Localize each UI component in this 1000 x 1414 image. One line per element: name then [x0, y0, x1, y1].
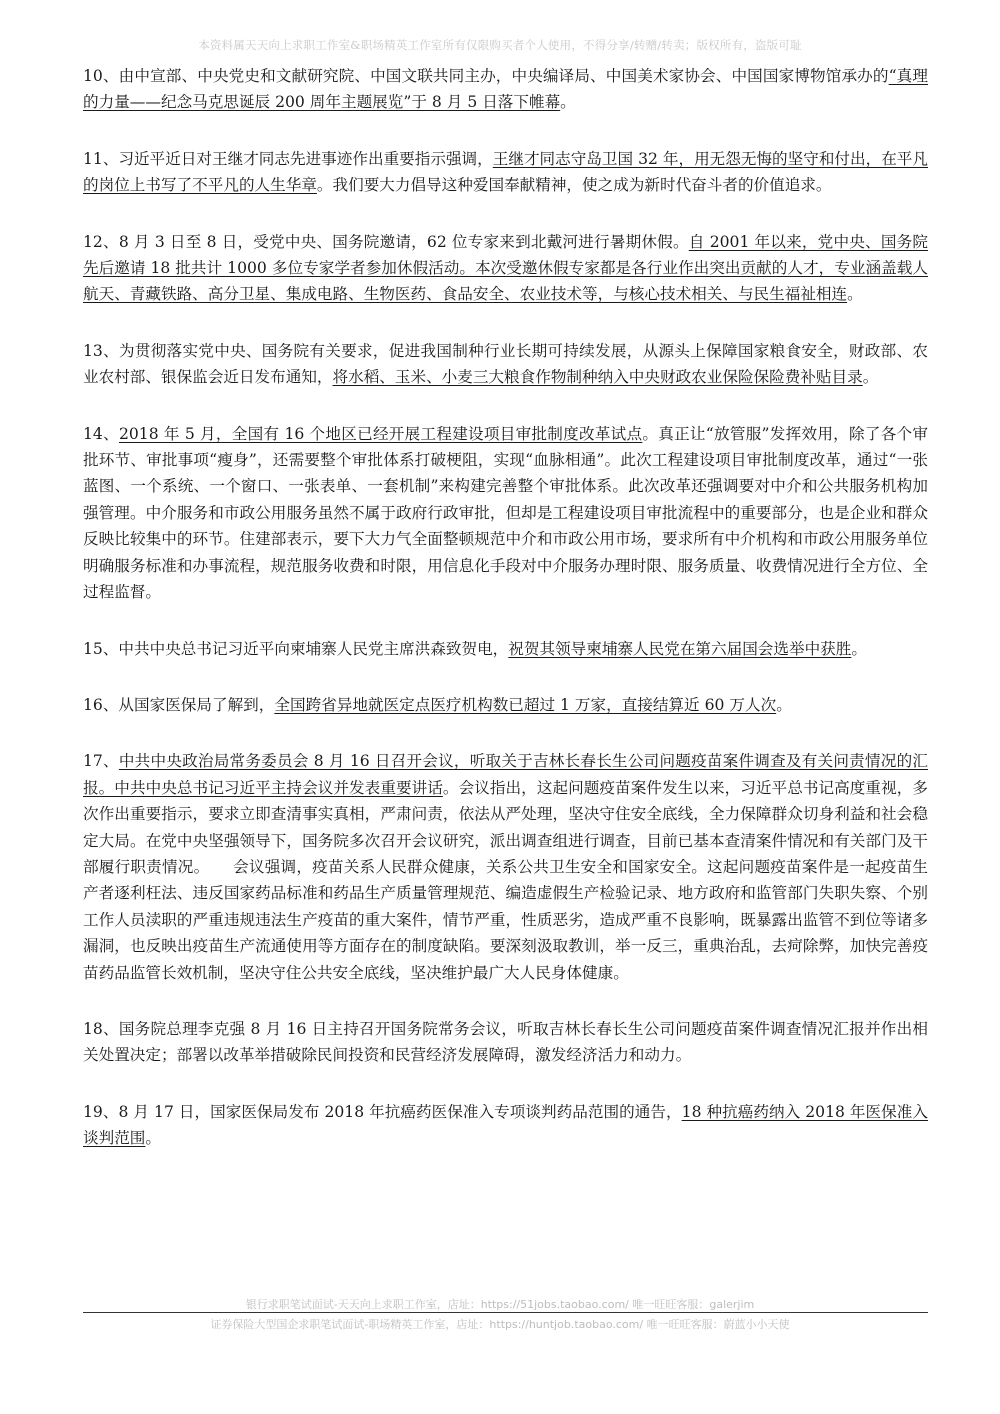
item-text-end: 。我们要大力倡导这种爱国奉献精神，使之成为新时代奋斗者的价值追求。: [316, 176, 832, 195]
item-key-point: 2018 年 5 月，全国有 16 个地区已经开展工程建设项目审批制度改革试点: [118, 424, 643, 443]
item-key-point: 18 种抗癌药纳入 2018 年医保准入谈判范围: [83, 1102, 928, 1148]
item-text-end: 。: [847, 285, 863, 304]
news-item-16: [83, 692, 928, 718]
item-key-point: 全国跨省异地就医定点医疗机构数已超过 1 万家，直接结算近 60 万人次: [274, 695, 777, 714]
news-item-15: [83, 636, 928, 662]
item-text-end: 。: [862, 368, 879, 387]
news-item-14: [83, 421, 928, 606]
item-text-end: 。: [851, 639, 867, 658]
header-watermark: 本资料属天天向上求职工作室&职场精英工作室所有仅限购买者个人使用，不得分享/转赠/转卖；版权所有，盗版可耻: [198, 38, 802, 52]
footer-shop-info-1: 银行求职笔试面试-天天向上求职工作室，店址：https://51jobs.taobao.com/ 唯一旺旺客服：galerjim: [245, 1298, 755, 1311]
item-text: 11、习近平近日对王继才同志先进事迹作出重要指示强调，: [83, 149, 493, 168]
item-text: 13、为贯彻落实党中央、国务院有关要求，促进我国制种行业长期可持续发展，从源头上保障国家粮食安全，财政部、农业农村部、银保监会近日发布通知，: [83, 341, 928, 387]
item-text: 15、中共中央总书记习近平向柬埔寨人民党主席洪森致贺电，: [83, 639, 509, 658]
item-text: 10、由中宣部、中央党史和文献研究院、中国文联共同主办，中央编译局、中国美术家协会、中国国家博物馆承办的: [83, 67, 889, 85]
item-text-end: 。: [776, 695, 792, 714]
footer-divider: [83, 1312, 928, 1313]
item-key-point: 王继才同志守岛卫国 32 年，用无怨无悔的坚守和付出，在平凡的岗位上书写了不平凡的人生华章: [83, 149, 928, 195]
item-key-point: 中共中央政治局常务委员会 8 月 16 日召开会议，听取关于吉林长春长生公司问题疫苗案件调查及有关问责情况的汇报。中共中央总书记习近平主持会议并发表重要讲话: [83, 752, 929, 797]
news-item-11: [83, 146, 928, 199]
item-key-point: 将水稻、玉米、小麦三大粮食作物制种纳入中央财政农业保险保险费补贴目录: [332, 368, 863, 387]
news-item-12: [83, 229, 928, 308]
footer-shop-info-2: 证券保险大型国企求职笔试面试-职场精英工作室，店址：https://huntjob.taobao.com/ 唯一旺旺客服：蔚蓝小小天使: [210, 1318, 790, 1331]
item-text: 18、国务院总理李克强 8 月 16 日主持召开国务院常务会议，听取吉林长春长生公司问题疫苗案件调查情况汇报并作出相关处置决定；部署以改革举措破除民间投资和民营经济发展障碍，激发经济活力和动力。: [83, 1019, 928, 1065]
document-body: [83, 63, 928, 1182]
item-text-end: 。: [560, 93, 576, 112]
item-key-point: 自 2001 年以来，党中央、国务院先后邀请 18 批共计 1000 多位专家学者参加休假活动。本次受邀休假专家都是各行业作出突出贡献的人才，专业涵盖载人航天、青藏铁路、高分卫星、集成电路、生物医药、食品安全、农业技术等，与核心技术相关、与民生福祉相连: [83, 232, 928, 304]
news-item-18: [83, 1016, 928, 1069]
item-key-point: 祝贺其领导柬埔寨人民党在第六届国会选举中获胜: [508, 639, 852, 658]
news-item-13: [83, 338, 928, 391]
news-item-17: [83, 748, 928, 986]
item-text: 12、8 月 3 日至 8 日，受党中央、国务院邀请，62 位专家来到北戴河进行暑期休假。: [83, 232, 689, 251]
news-item-10: [83, 63, 928, 116]
news-item-19: [83, 1099, 928, 1152]
item-text: 16、从国家医保局了解到，: [83, 695, 275, 714]
item-text: 19、8 月 17 日，国家医保局发布 2018 年抗癌药医保准入专项谈判药品范围的通告，: [83, 1102, 682, 1121]
item-key-point: “真理的力量——纪念马克思诞辰 200 周年主题展览”于 8 月 5 日落下帷幕: [83, 67, 928, 112]
item-text-end: 。会议指出，这起问题疫苗案件发生以来，习近平总书记高度重视，多次作出重要指示，要求立即查清事实真相，严肃问责，依法从严处理，坚决守住安全底线，全力保障群众切身利益和社会稳定大局。在党中央坚强领导下，国务院多次召开会议研究，派出调查组进行调查，目前已基本查清案件情况和有关部门及干部履行职责情况。 会议强调，疫苗关系人民群众健康，关系公共卫生安全和国家安全。这起问题疫苗案件是一起疫苗生产者逐利枉法、违反国家药品标准和药品生产质量管理规范、编造虚假生产检验记录、地方政府和监管部门失职失察、个别工作人员渎职的严重违规违法生产疫苗的重大案件，情节严重，性质恶劣，造成严重不良影响，既暴露出监管不到位等诸多漏洞，也反映出疫苗生产流通使用等方面存在的制度缺陷。要深刻汲取教训，举一反三，重典治乱，去疴除弊，加快完善疫苗药品监管长效机制，坚决守住公共安全底线，坚决维护最广大人民身体健康。: [83, 778, 928, 982]
item-text: 14、: [83, 424, 119, 443]
item-text-end: 。真正让“放管服”发挥效用，除了各个审批环节、审批事项“瘦身”，还需要整个审批体系打破梗阻，实现“血脉相通”。此次工程建设项目审批制度改革，通过“一张蓝图、一个系统、一个窗口、一张表单、一套机制”来构建完善整个审批体系。此次改革还强调要对中介和公共服务机构加强管理。中介服务和市政公用服务虽然不属于政府行政审批，但却是工程建设项目审批流程中的重要部分，也是企业和群众反映比较集中的环节。住建部表示，要下大力气全面整顿规范中介和市政公用市场，要求所有中介机构和市政公用服务单位明确服务标准和办事流程，规范服务收费和时限，用信息化手段对中介服务办理时限、服务质量、收费情况进行全方位、全过程监督。: [83, 424, 928, 602]
item-text-end: 。: [145, 1129, 161, 1148]
item-text: 17、: [83, 752, 119, 771]
